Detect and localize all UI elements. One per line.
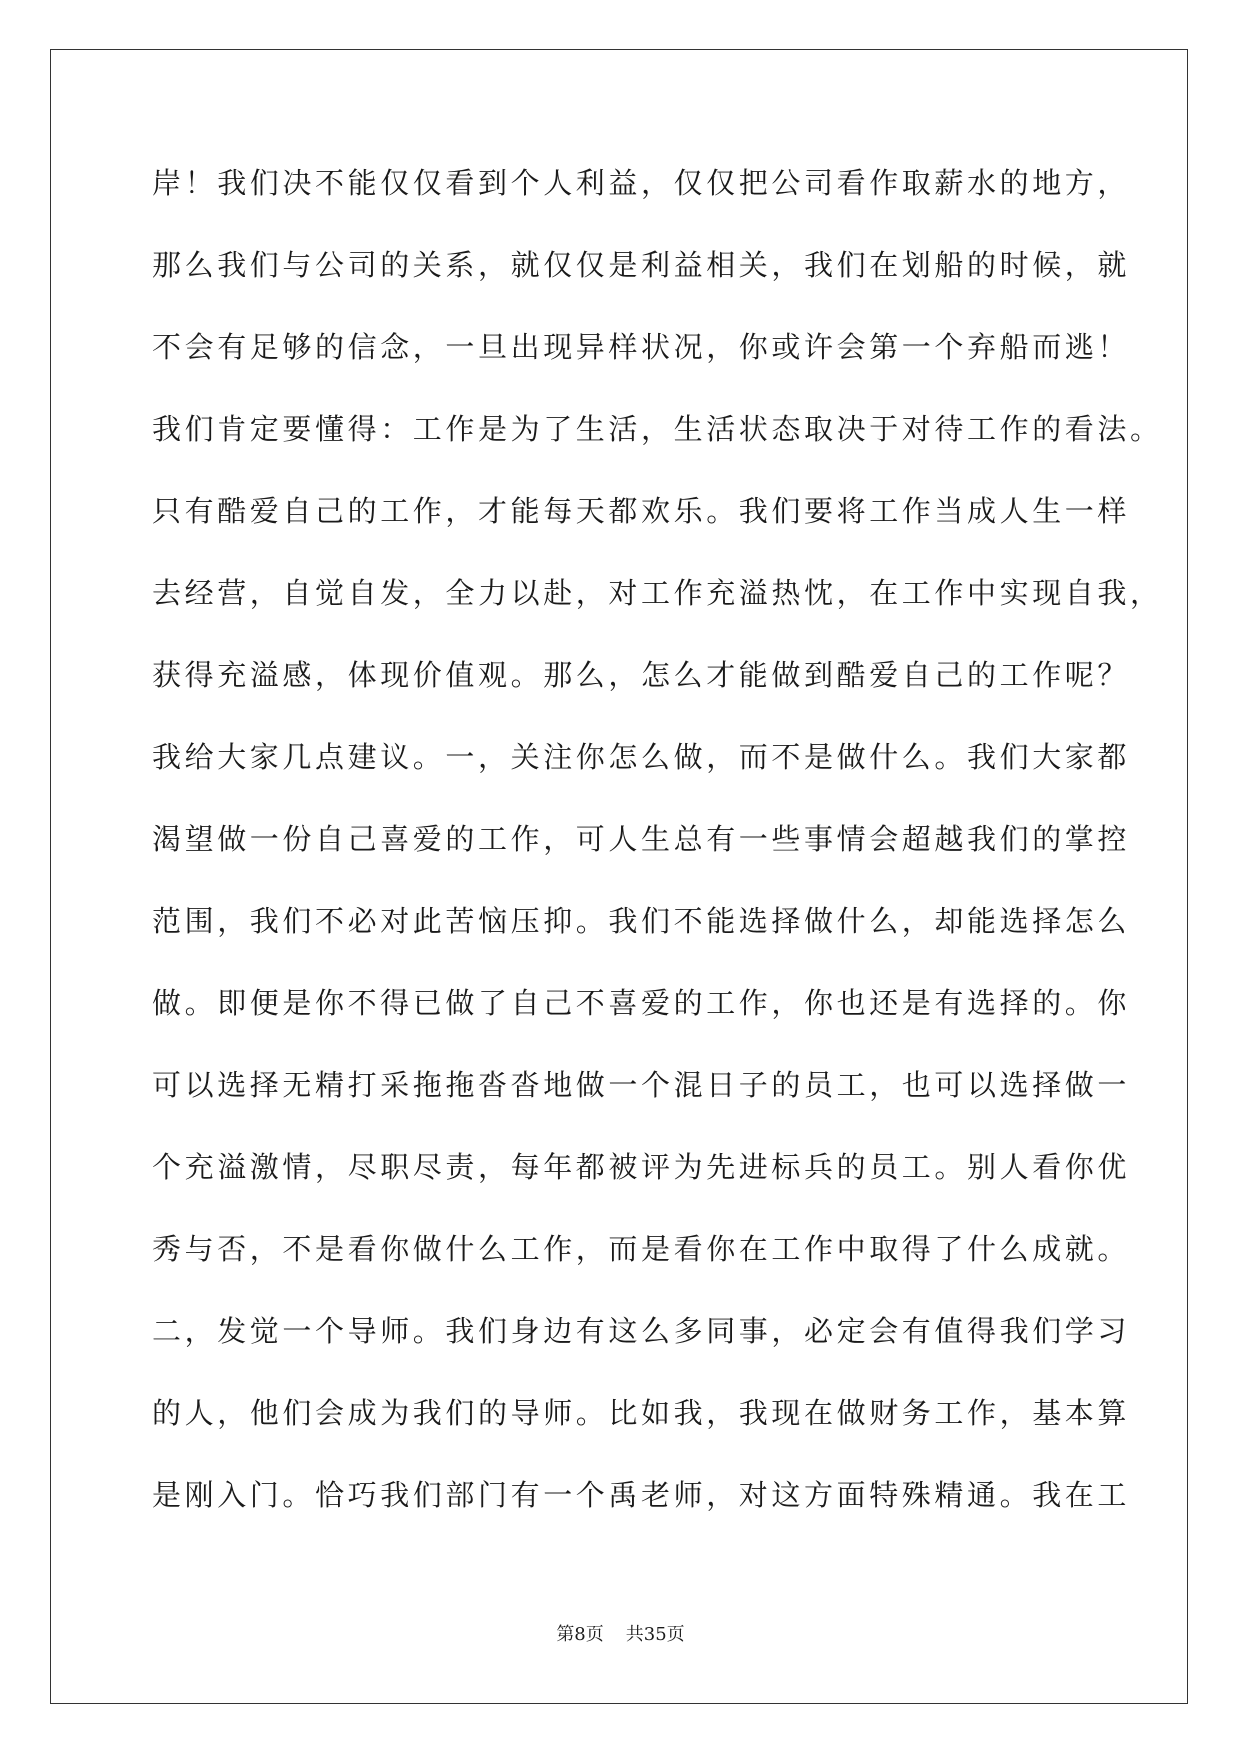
text-line: 我们肯定要懂得：工作是为了生活，生活状态取决于对待工作的看法。 [152,412,1163,446]
text-line: 的人，他们会成为我们的导师。比如我，我现在做财务工作，基本算 [152,1396,1131,1430]
text-line: 可以选择无精打采拖拖沓沓地做一个混日子的员工，也可以选择做一 [152,1068,1131,1102]
text-line: 我给大家几点建议。一，关注你怎么做，而不是做什么。我们大家都 [152,740,1131,774]
text-line: 岸！我们决不能仅仅看到个人利益，仅仅把公司看作取薪水的地方， [152,166,1131,200]
text-line: 范围，我们不必对此苦恼压抑。我们不能选择做什么，却能选择怎么 [152,904,1131,938]
text-line: 获得充溢感，体现价值观。那么，怎么才能做到酷爱自己的工作呢？ [152,658,1131,692]
text-line: 个充溢激情，尽职尽责，每年都被评为先进标兵的员工。别人看你优 [152,1150,1131,1184]
text-line: 秀与否，不是看你做什么工作，而是看你在工作中取得了什么成就。 [152,1232,1131,1266]
text-line: 二，发觉一个导师。我们身边有这么多同事，必定会有值得我们学习 [152,1314,1131,1348]
page-number-current: 第8页 [556,1624,604,1645]
text-line: 是刚入门。恰巧我们部门有一个禹老师，对这方面特殊精通。我在工 [152,1478,1131,1512]
text-line: 渴望做一份自己喜爱的工作，可人生总有一些事情会超越我们的掌控 [152,822,1131,856]
text-line: 只有酷爱自己的工作，才能每天都欢乐。我们要将工作当成人生一样 [152,494,1131,528]
text-line: 那么我们与公司的关系，就仅仅是利益相关，我们在划船的时候，就 [152,248,1131,282]
page-footer [0,1620,1241,1646]
text-line: 不会有足够的信念，一旦出现异样状况，你或许会第一个弃船而逃！ [152,330,1131,364]
text-line: 去经营，自觉自发，全力以赴，对工作充溢热忱，在工作中实现自我， [152,576,1163,610]
text-line: 做。即便是你不得已做了自己不喜爱的工作，你也还是有选择的。你 [152,986,1131,1020]
document-body [152,163,1163,1557]
page-number-total: 共35页 [625,1624,685,1645]
